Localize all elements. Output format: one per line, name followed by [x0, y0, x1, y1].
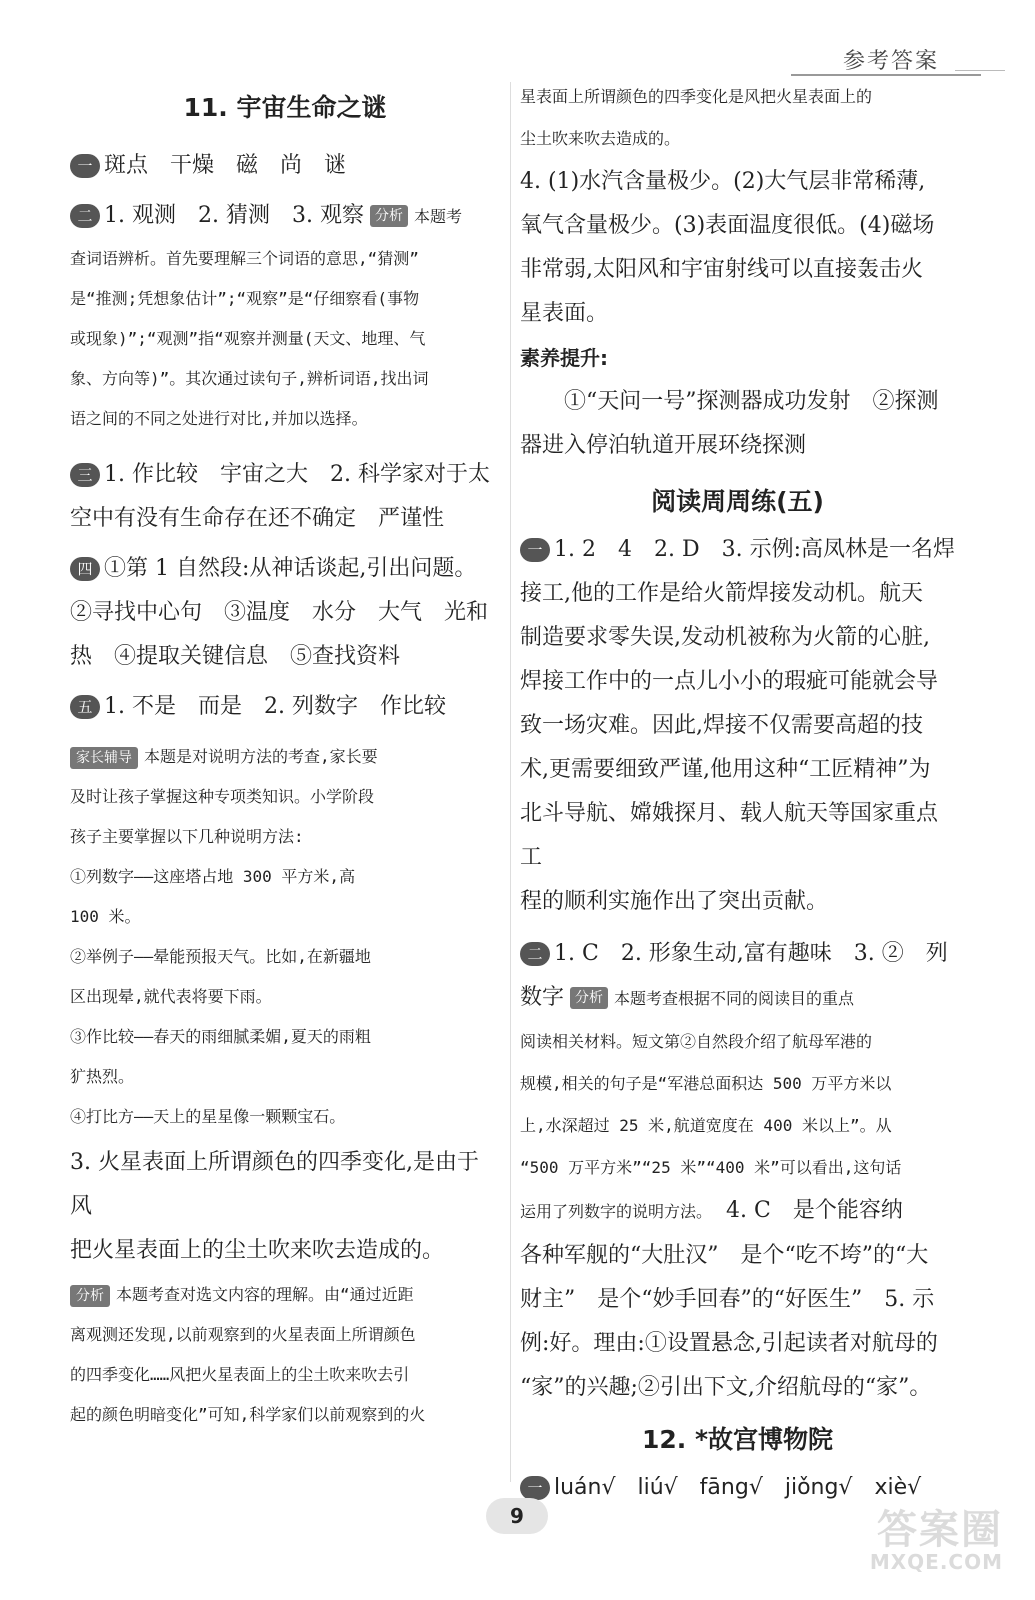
parent-guide-line: ①列数字——这座塔占地 300 平方米,高 [70, 867, 356, 886]
parent-guide-line: 孩子主要掌握以下几种说明方法: [70, 827, 304, 846]
analysis-line: 象、方向等)”。其次通过读句子,辨析词语,找出词 [70, 369, 429, 388]
analysis-line: 语之间的不同之处进行对比,并加以选择。 [70, 409, 368, 428]
analysis-block [70, 1275, 500, 1315]
reading-text: 数字 [520, 985, 565, 1010]
section-number-badge: 三 [70, 463, 100, 487]
section-text: 斑点 干燥 磁 尚 谜 [104, 153, 347, 178]
continued-line: 尘土吹来吹去造成的。 [520, 129, 681, 148]
analysis-line: 或现象)”;“观测”指“观察并测量(天文、地理、气 [70, 329, 426, 348]
reading-line: “家”的兴趣;②引出下文,介绍航母的“家”。 [520, 1375, 932, 1400]
section-5 [70, 685, 500, 729]
left-column [70, 80, 500, 1435]
section-text: 1. 2 4 2. D 3. 示例:高凤林是一名焊 [554, 537, 955, 562]
analysis-text: 运用了列数字的说明方法。 [520, 1202, 705, 1221]
analysis-line: “500 万平方米”“25 米”“400 米”可以看出,这句话 [520, 1158, 902, 1177]
section-text: 1. 不是 而是 2. 列数字 作比较 [104, 694, 446, 719]
question-4-line: 4. (1)水汽含量极少。(2)大气层非常稀薄, [520, 169, 926, 194]
analysis-tag: 分析 [370, 205, 408, 227]
reading-line [520, 1189, 955, 1234]
parent-guide-line: 100 米。 [70, 907, 141, 926]
parent-guide-line: 犷热烈。 [70, 1067, 135, 1086]
analysis-line: 查词语辨析。首先要理解三个词语的意思,“猜测” [70, 249, 419, 268]
section-text: ①第 1 自然段:从神话谈起,引出问题。 [104, 556, 477, 581]
question-4-line: 星表面。 [520, 301, 609, 326]
question-4-line: 非常弱,太阳风和宇宙射线可以直接轰击火 [520, 257, 923, 282]
weekly-reading-title: 阅读周周练(五) [651, 487, 824, 516]
section-number-badge: 一 [520, 538, 550, 562]
section-2 [70, 194, 500, 239]
section-number-badge: 四 [70, 557, 100, 581]
lesson-title: 11. 宇宙生命之谜 [183, 93, 387, 122]
analysis-line: 的四季变化……风把火星表面上的尘土吹来吹去引 [70, 1365, 410, 1384]
section-4-line2: ②寻找中心句 ③温度 水分 大气 光和 [70, 600, 489, 625]
section-text: 1. C 2. 形象生动,富有趣味 3. ② 列 [554, 941, 948, 966]
analysis-text: 本题考 [413, 207, 462, 226]
section-text: 1. 作比较 宇宙之大 2. 科学家对于太 [104, 462, 490, 487]
parent-guide-line: 及时让孩子掌握这种专项类知识。小学阶段 [70, 787, 375, 806]
page-header [805, 40, 1005, 80]
reading-section-1 [520, 528, 955, 572]
reading-line [520, 976, 955, 1021]
parent-guide [70, 737, 500, 777]
analysis-tag: 分析 [70, 1285, 110, 1307]
parent-guide-line: 区出现晕,就代表将要下雨。 [70, 987, 272, 1006]
parent-guide-line: 本题是对说明方法的考查,家长要 [144, 747, 378, 766]
question-4-line: 氧气含量极少。(3)表面温度很低。(4)磁场 [520, 213, 935, 238]
section-number-badge: 五 [70, 695, 100, 719]
suyang-heading: 素养提升: [520, 346, 608, 370]
right-column [520, 80, 955, 1510]
parent-guide-line: ④打比方——天上的星星像一颗颗宝石。 [70, 1107, 346, 1126]
reading-line: 各种军舰的“大肚汉” 是个“吃不垮”的“大 [520, 1243, 929, 1268]
column-divider [510, 82, 511, 1482]
analysis-text: 本题考查根据不同的阅读目的重点 [614, 989, 855, 1008]
reading-line: 财主” 是个“妙手回春”的“好医生” 5. 示 [520, 1287, 935, 1312]
section-number-badge: 一 [520, 1476, 550, 1500]
watermark-url: MXQE.COM [869, 1550, 1003, 1574]
reading-line: 程的顺利实施作出了突出贡献。 [520, 889, 829, 914]
watermark-logo: 答案圈 [877, 1507, 1003, 1553]
section-number-badge: 一 [70, 154, 100, 178]
analysis-line: 本题考查对选文内容的理解。由“通过近距 [116, 1285, 414, 1304]
section-number-badge: 二 [70, 204, 100, 228]
parent-guide-line: ③作比较——春天的雨细腻柔媚,夏天的雨粗 [70, 1027, 371, 1046]
site-watermark [833, 1498, 1013, 1588]
reading-text: 4. C 是个能容纳 [704, 1198, 903, 1223]
section-4-line3: 热 ④提取关键信息 ⑤查找资料 [70, 644, 401, 669]
analysis-line: 阅读相关材料。短文第②自然段介绍了航母军港的 [520, 1032, 873, 1051]
reading-line: 例:好。理由:①设置悬念,引起读者对航母的 [520, 1331, 938, 1356]
reading-line: 焊接工作中的一点儿小小的瑕疵可能就会导 [520, 669, 939, 694]
suyang-line: ①“天问一号”探测器成功发射 ②探测 [564, 389, 939, 414]
reading-line: 术,更需要细致严谨,他用这种“工匠精神”为 [520, 757, 931, 782]
reading-line: 接工,他的工作是给火箭焊接发动机。航天 [520, 581, 923, 606]
question-3-line2: 把火星表面上的尘土吹来吹去造成的。 [70, 1238, 445, 1263]
section-4 [70, 547, 500, 591]
section-3 [70, 453, 500, 497]
analysis-line: 上,水深超过 25 米,航道宽度在 400 米以上”。从 [520, 1116, 892, 1135]
header-label: 参考答案 [842, 49, 939, 74]
analysis-line: 规模,相关的句子是“军港总面积达 500 万平方米以 [520, 1074, 892, 1093]
reading-line: 致一场灾难。因此,焊接不仅需要高超的技 [520, 713, 923, 738]
reading-section-2 [520, 932, 955, 976]
pinyin-answers: luán√ liú√ fāng√ jiǒng√ xiè√ [554, 1475, 922, 1500]
suyang-line: 器进入停泊轨道开展环绕探测 [520, 433, 807, 458]
section-3-line2: 空中有没有生命存在还不确定 严谨性 [70, 506, 445, 531]
analysis-tag: 分析 [570, 987, 608, 1009]
analysis-line: 是“推测;凭想象估计”;“观察”是“仔细察看(事物 [70, 289, 420, 308]
section-1 [70, 144, 500, 188]
question-3-line1: 3. 火星表面上所谓颜色的四季变化,是由于风 [70, 1150, 479, 1219]
section-text: 1. 观测 2. 猜测 3. 观察 [104, 203, 364, 228]
header-rule-tail [955, 70, 1005, 71]
continued-line: 星表面上所谓颜色的四季变化是风把火星表面上的 [520, 87, 873, 106]
parent-guide-tag: 家长辅导 [70, 747, 138, 769]
parent-guide-line: ②举例子——晕能预报天气。比如,在新疆地 [70, 947, 371, 966]
analysis-line: 起的颜色明暗变化”可知,科学家们以前观察到的火 [70, 1405, 426, 1424]
reading-line: 制造要求零失误,发动机被称为火箭的心脏, [520, 625, 930, 650]
reading-line: 北斗导航、嫦娥探月、载人航天等国家重点工 [520, 801, 939, 870]
analysis-line: 离观测还发现,以前观察到的火星表面上所谓颜色 [70, 1325, 416, 1344]
section-number-badge: 二 [520, 942, 550, 966]
page-number: 9 [486, 1498, 548, 1534]
lesson-12-title: 12. *故宫博物院 [641, 1425, 834, 1454]
